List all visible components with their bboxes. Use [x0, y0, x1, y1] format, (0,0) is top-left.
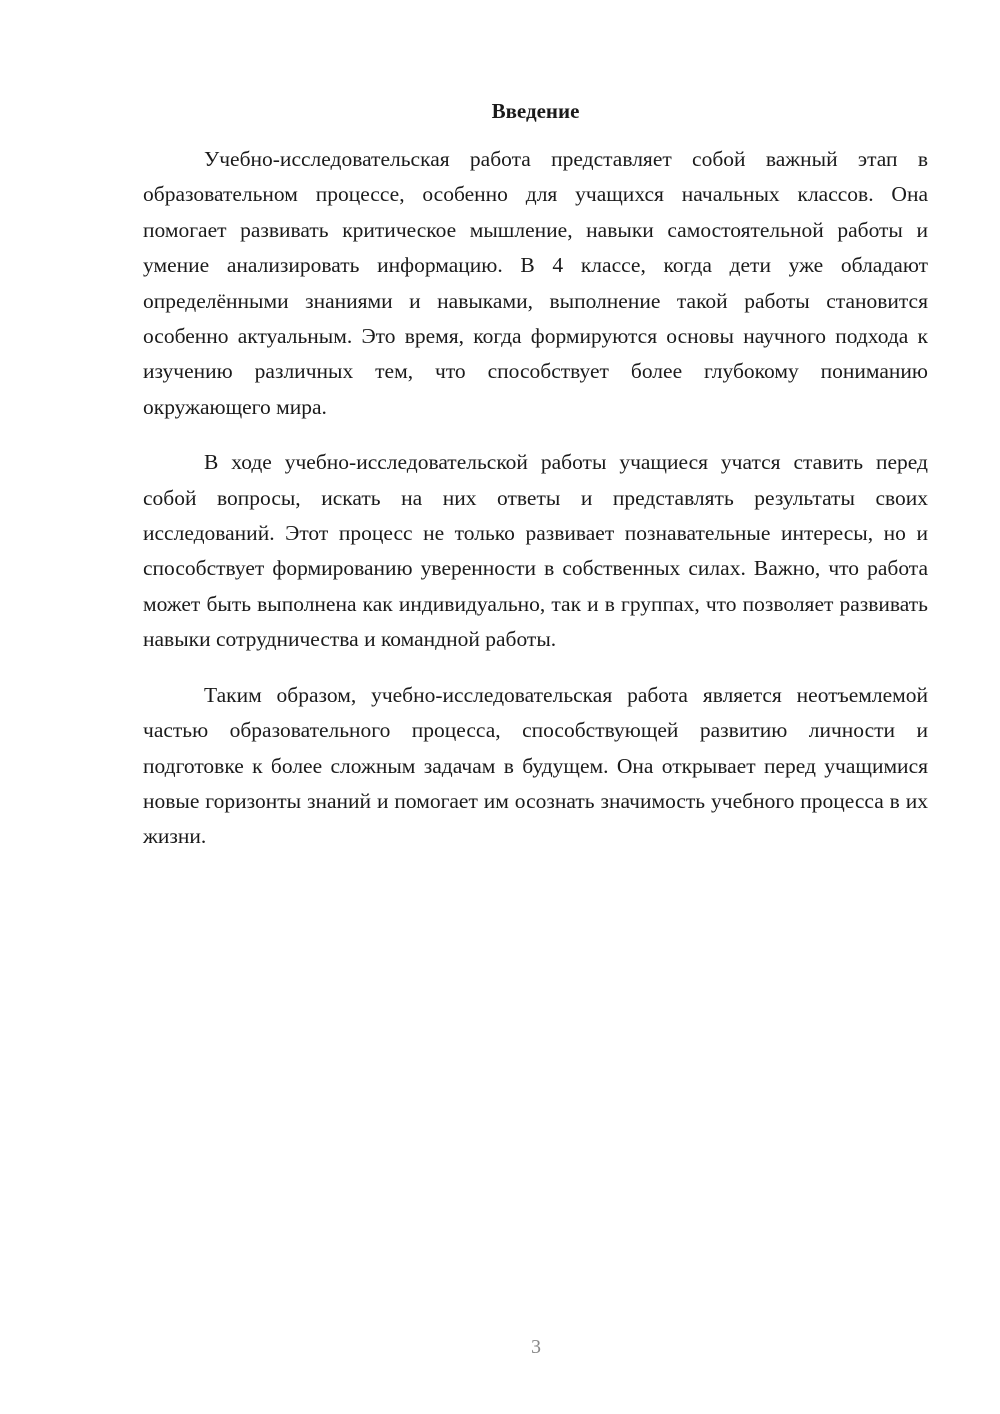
paragraph-3: Таким образом, учебно-исследовательская работа является неотъемлемой частью образовательного процесса, способствующей развитию личности и подготовке к более сложным задачам в будущем. Она открывает перед учащимися новые горизонты знаний и помогает им осознать значимость учебного процесса в их жизни. — [143, 682, 928, 849]
paragraph-2: В ходе учебно-исследовательской работы учащиеся учатся ставить перед собой вопросы, искать на них ответы и представлять результаты своих исследований. Этот процесс не только развивает познавательные интересы, но и способствует формированию уверенности в собственных силах. Важно, что работа может быть выполнена как индивидуально, так и в группах, что позволяет развивать навыки сотрудничества и командной работы. — [143, 450, 928, 652]
body-text — [143, 142, 928, 855]
page-number: 3 — [531, 1336, 541, 1358]
section-title: Введение — [491, 99, 580, 123]
paragraph-1: Учебно-исследовательская работа представляет собой важный этап в образовательном процессе, особенно для учащихся начальных классов. Она помогает развивать критическое мышление, навыки самостоятельной работы и умение анализировать информацию. В 4 классе, когда дети уже обладают определёнными знаниями и навыками, выполнение такой работы становится особенно актуальным. Это время, когда формируются основы научного подхода к изучению различных тем, что способствует более глубокому пониманию окружающего мира. — [143, 147, 928, 419]
